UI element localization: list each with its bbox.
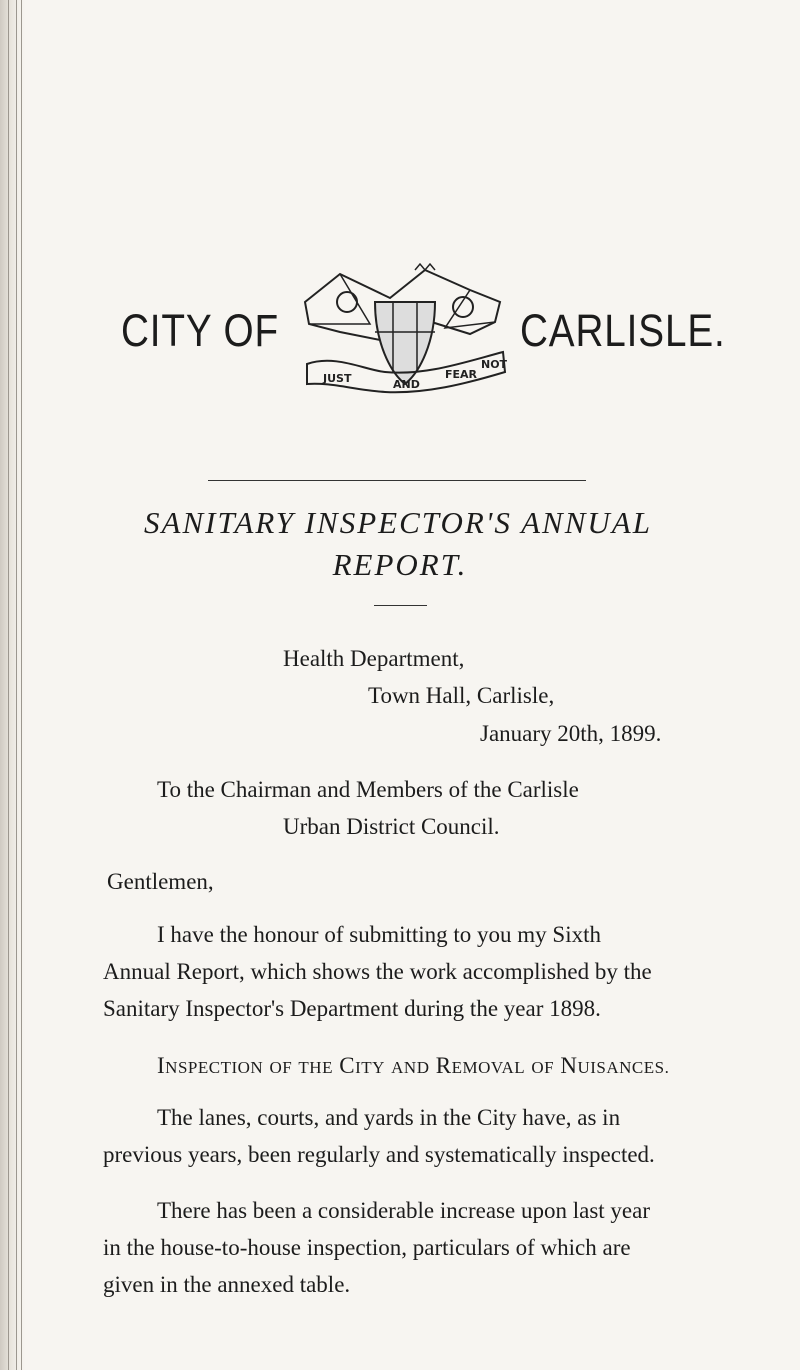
addressee-line-1: To the Chairman and Members of the Carlisle — [157, 777, 579, 802]
sc-word: OF — [531, 1058, 555, 1077]
intro-line-3: Sanitary Inspector's Department during the year 1898. — [103, 996, 601, 1021]
sc-word: AND — [391, 1058, 430, 1077]
sc-rest: UISANCES. — [577, 1058, 670, 1077]
sc-word: THE — [298, 1058, 333, 1077]
masthead-city-of: CITY OF — [121, 305, 279, 356]
short-divider-rule — [374, 605, 427, 606]
address-line-1: Health Department, — [283, 646, 465, 671]
masthead-carlisle: CARLISLE. — [520, 305, 726, 356]
sc-cap: C — [339, 1053, 356, 1078]
sc-cap: N — [560, 1053, 578, 1078]
sc-rest: EMOVAL — [451, 1058, 526, 1077]
intro-line-1: I have the honour of submitting to you my Sixth — [157, 922, 601, 947]
para1-line-2: previous years, been regularly and systematically inspected. — [103, 1142, 655, 1167]
salutation: Gentlemen, — [107, 869, 214, 894]
section-heading — [157, 1053, 669, 1079]
crest-motto-not: NOT — [481, 358, 508, 371]
crest-motto-and: AND — [393, 378, 420, 391]
crest-motto-just: JUST — [323, 372, 352, 385]
sc-rest: NSPECTION — [165, 1058, 264, 1077]
report-title: SANITARY INSPECTOR'S ANNUAL — [144, 505, 652, 540]
sc-word: OF — [269, 1058, 293, 1077]
address-date: January 20th, 1899. — [480, 721, 662, 746]
crest-motto-fear: FEAR — [445, 368, 478, 381]
address-line-2: Town Hall, Carlisle, — [368, 683, 555, 708]
divider-rule — [208, 480, 586, 481]
para1-line-1: The lanes, courts, and yards in the City have, as in — [157, 1105, 621, 1130]
sc-rest: ITY — [355, 1058, 385, 1077]
report-title-cont: REPORT. — [332, 547, 468, 582]
sc-cap: R — [435, 1053, 452, 1078]
sc-cap: I — [157, 1053, 166, 1078]
para2-line-1: There has been a considerable increase upon last year — [157, 1198, 650, 1223]
para2-line-2: in the house-to-house inspection, particulars of which are — [103, 1235, 631, 1260]
city-arms-crest-icon — [295, 262, 515, 410]
intro-line-2: Annual Report, which shows the work accomplished by the — [103, 959, 652, 984]
addressee-line-2: Urban District Council. — [283, 814, 500, 839]
para2-line-3: given in the annexed table. — [103, 1272, 351, 1297]
